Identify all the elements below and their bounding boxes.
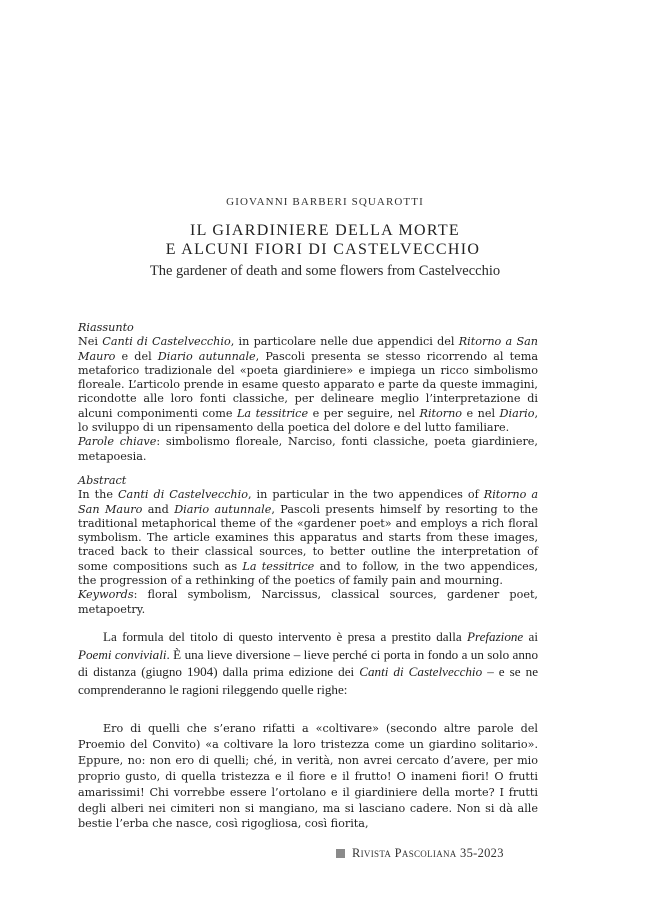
intro-text-part: La formula del titolo di questo intervento è presa a prestito dalla [103,629,467,644]
abstract-text-part: , in particular in the two appendices of [247,488,484,502]
abstract-italic-title: Canti di Castelvecchio [118,488,248,502]
square-bullet-icon [336,849,345,858]
abstract-italic-title: La tessitrice [242,559,315,573]
abstract-text-part: and to follow, in the two appendices, the progression of a rethinking of the poetics of family pain and mourning. [78,559,539,588]
abstract-text-part: , Pascoli presents himself by resorting to the traditional metaphorical theme of the «gardener poet» and employs a rich floral symbolism. The article examines this apparatus and starts from these images, traced back to their classical sources, to better outline the interpretation of some compositions such as [78,502,538,573]
riassunto-text [78,335,538,435]
riassunto-text-part: e per seguire, nel [308,406,420,420]
intro-text-part: . È una lieve diversione – lieve perché ci porta in fondo a un solo anno di distanza (giugno 1904) dalla prima edizione dei [78,646,538,680]
intro-italic-title: Canti di Castelvecchio [359,664,483,680]
riassunto-section [78,321,538,464]
article-title-line-2: E ALCUNI FIORI DI CASTELVECCHIO [165,241,481,258]
riassunto-text-part: Nei [78,335,103,349]
article-title-line-1: IL GIARDINIERE DELLA MORTE [190,222,460,239]
riassunto-italic-title: Ritorno [419,406,463,420]
block-quotation [78,721,538,832]
riassunto-italic-title: Ritorno a San Mauro [78,335,538,363]
abstract-heading: Abstract [78,474,127,487]
journal-name: Rivista Pascoliana 35-2023 [352,846,504,860]
riassunto-italic-title: Canti di Castelvecchio [102,335,231,349]
riassunto-keywords [78,435,538,464]
journal-footer [336,846,504,861]
author-name: GIOVANNI BARBERI SQUAROTTI [226,196,424,208]
abstract-text-part: and [142,502,175,516]
article-subtitle-english: The gardener of death and some flowers from Castelvecchio [149,263,501,279]
riassunto-keywords-list: : simbolismo floreale, Narciso, fonti classiche, poeta giardiniere, metapoesia. [78,435,538,463]
intro-text-part: ai [523,629,538,644]
riassunto-italic-title: La tessitrice [237,406,309,420]
riassunto-text-part: , Pascoli presenta se stesso ricorrendo al tema metaforico tradizionale del «poeta giardiniere» e impiega un ricco simbolismo floreale. L’articolo prende in esame questo apparato e parte da queste immagini, ricondotte alle loro fonti classiche, per delineare meglio l’interpretazione di alcuni componimenti come [78,349,539,420]
intro-text-part: – e se ne comprenderanno le ragioni rileggendo quelle righe: [78,664,539,697]
abstract-keywords-list: : floral symbolism, Narcissus, classical sources, gardener poet, metapoetry. [78,588,538,616]
intro-paragraph [78,628,538,698]
abstract-text [78,488,538,588]
riassunto-italic-title: Diario [499,406,535,420]
intro-text [78,628,538,698]
abstract-section [78,474,538,617]
riassunto-text-part: e nel [462,406,500,420]
intro-italic-title: Prefazione [466,629,524,644]
abstract-keywords [78,588,538,617]
abstract-text-part: In the [78,488,118,502]
riassunto-keywords-label: Parole chiave [78,435,157,449]
riassunto-text-part: , in particolare nelle due appendici del [230,335,459,349]
riassunto-heading: Riassunto [78,321,134,334]
riassunto-text-part: , lo sviluppo di un ripensamento della poetica del dolore e del lutto familiare. [78,406,538,435]
riassunto-text-part: e del [115,349,158,363]
riassunto-italic-title: Diario autunnale [157,349,256,363]
intro-italic-title: Poemi conviviali [78,646,167,662]
abstract-keywords-label: Keywords [78,588,134,602]
quotation-text: Ero di quelli che s’erano rifatti a «coltivare» (secondo altre parole del Proemio del Convito) «a coltivare la loro tristezza come un giardino solitario». Eppure, no: non ero di quelli; ché, in verità, non avrei cercato d’avere, per mio proprio gusto, di quella tristezza e il fiore e il frutto! O inameni fiori! O frutti amarissimi! Chi vorrebbe essere l’ortolano e il giardiniere della morte? I frutti degli alberi nei cimiteri non si mangiano, ma si lasciano cadere. Non si dà alle bestie l’erba che nasce, così rigogliosa, così fiorita, [78,722,538,831]
abstract-italic-title: Diario autunnale [174,502,272,516]
abstract-italic-title: Ritorno a San Mauro [78,488,538,516]
